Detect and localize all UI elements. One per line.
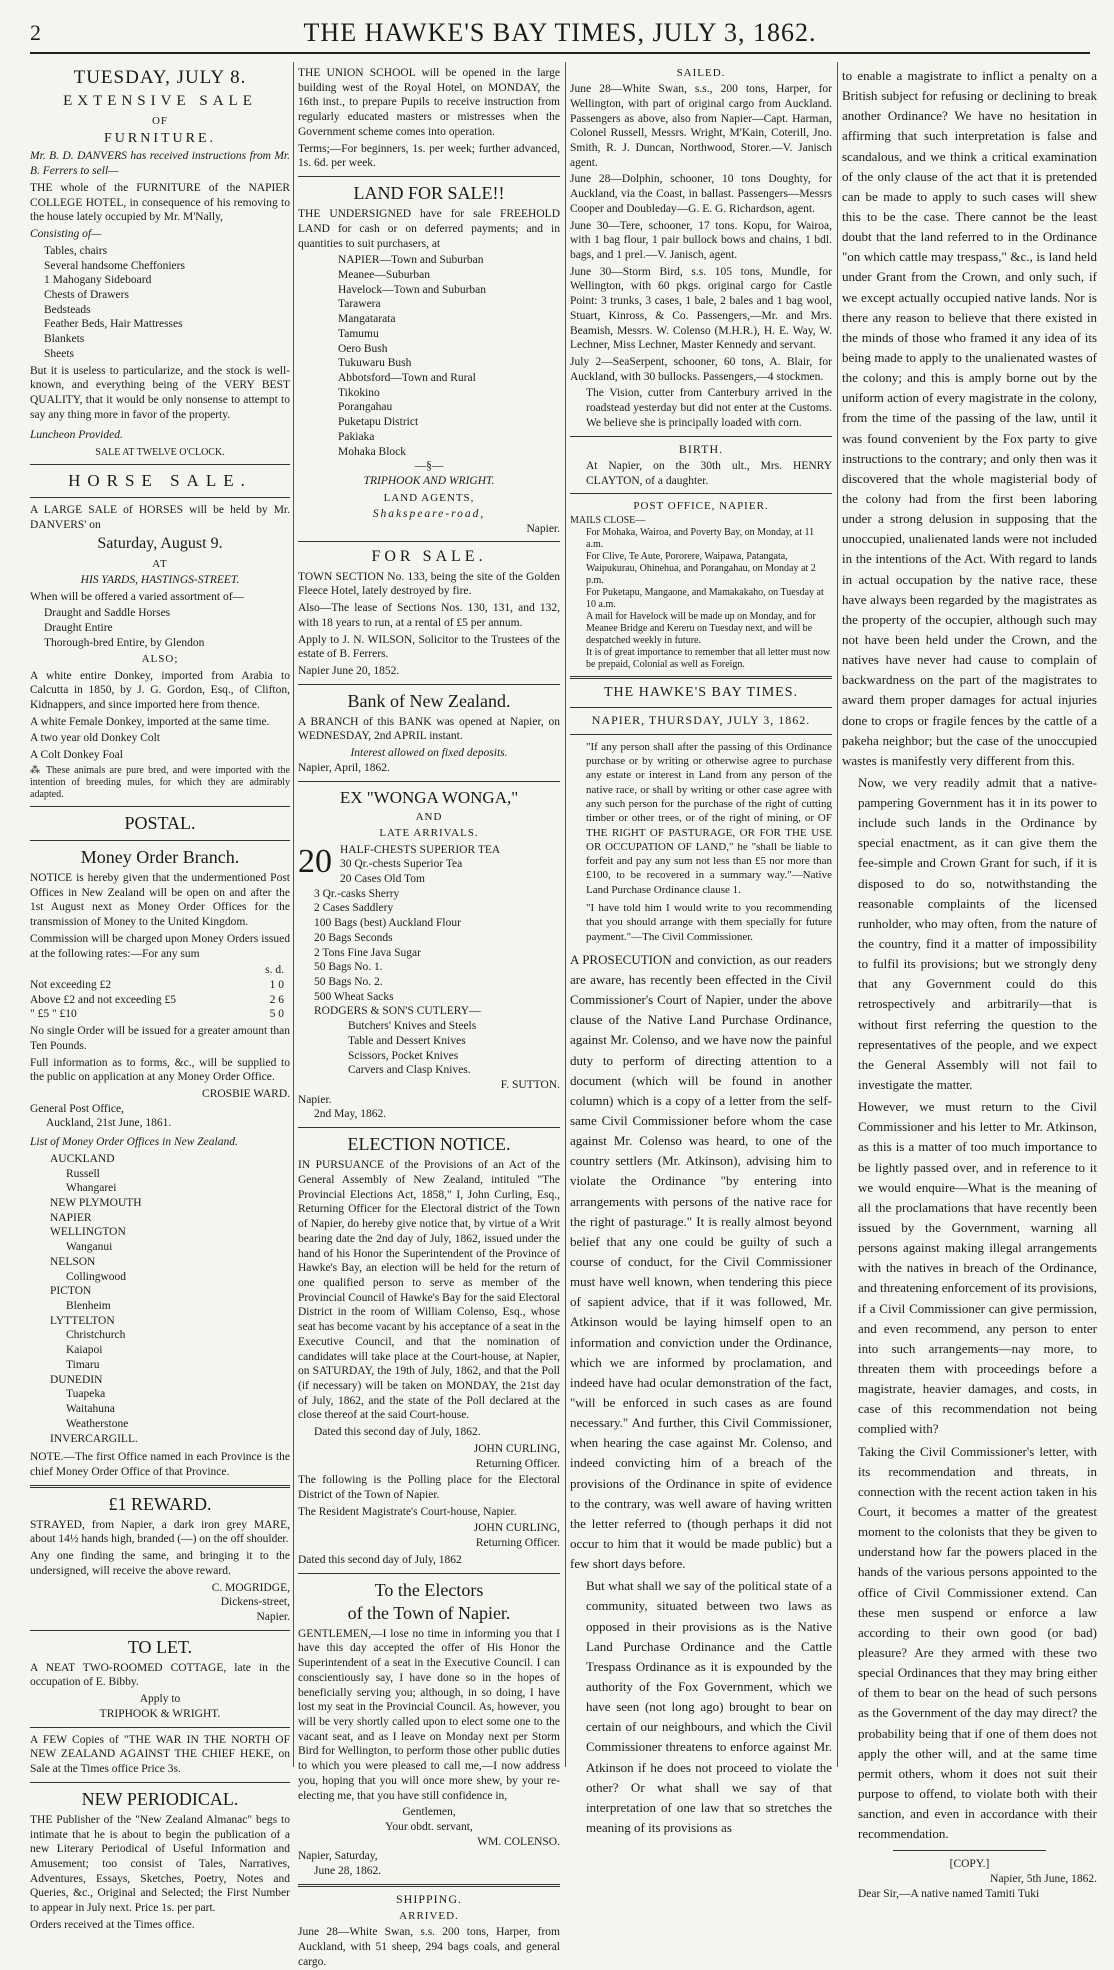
divider: [570, 734, 832, 735]
column-1: [30, 64, 290, 1931]
electors-place: Napier, Saturday,: [298, 1850, 378, 1863]
sale-furniture: FURNITURE.: [103, 130, 217, 146]
divider: [30, 1727, 290, 1728]
land-agents-sub: LAND AGENTS,: [383, 491, 475, 504]
office-list-title: List of Money Order Offices in New Zealand.: [30, 1136, 238, 1149]
list-item: Meanee—Suburban: [338, 268, 430, 281]
postal-note: NOTE.—The first Office named in each Province is the chief Money Order Office of that Province.: [30, 1451, 290, 1478]
divider: [298, 781, 560, 782]
divider: [298, 684, 560, 685]
post-title: POST OFFICE, NAPIER.: [633, 500, 769, 513]
list-item: 30 Qr.-chests Superior Tea: [340, 858, 463, 871]
list-item: A mail for Havelock will be made up on Monday, and for Meanee Bridge and Kereru on Tuesday next, and will be despatched weekly in future.: [586, 611, 816, 647]
list-item: NEW PLYMOUTH: [50, 1197, 142, 1210]
wonga-list: [298, 843, 560, 1079]
commissioner-quote: "I have told him I would write to you recommending that you should arrange with them specially for future payment."—The Civil Commissioner.: [586, 902, 832, 943]
editorial-paragraph: A PROSECUTION and conviction, as our readers are aware, has recently been effected in the Civil Commissioner's Court of Napier, under the above clause of the Native Land Purchase Ordinance, against Mr. Colenso, and we have now the painful duty to perform of directing attention to a document (which will be found in another column) which is a copy of a letter from the self-same Civil Commissioner before whom the case against Mr. Colenso was heard, to one of the country settlers (Mr. Atkinson), advising him to violate the Ordinance "by entering into arrangements with persons of the native race for the right of pasturage." It is really almost beyond belief that any one could be guilty of such a course of conduct, for the Civil Commissioner must have well known, when tendering this piece of sapient advice, that if it was followed, Mr. Atkinson would be laying himself open to an information and conviction under the Ordinance, which we are informed by proclamation, and indeed have had ocular demonstration of the fact, "will be enforced in such cases as are found necessary." And further, this Civil Commissioner, when hearing the case against Mr. Colenso, and indeed convicting him of a breach of the provisions of the Ordinance in spite of evidence to the contrary, was well aware of having written the letter referred to (though perhaps it did not occur to him that it would be made public) but a few short days before.: [570, 951, 832, 1572]
asterism-icon: ⁂: [30, 764, 46, 776]
bank-body: A BRANCH of this BANK was opened at Napier, on WEDNESDAY, 2nd APRIL instant.: [298, 715, 560, 743]
editorial-paragraph: However, we must return to the Civil Commissioner and his letter to Mr. Atkinson, as this is a matter of too much importance to be lightly passed over, and in reference to it we would enquire—What is the meaning of all the proclamations that have recently been issued by the Government, warning all persons against making illegal arrangements with the natives in breach of the Ordinance, and threatening enforcement of its provisions, if a Civil Commissioner can give permission, and even recommend, any person to enter into such arrangements—nay more, to threaten them with proceedings before a magistrate, heavier damages, and costs, in case of this recommendation not being complied with?: [858, 1099, 1097, 1437]
list-item: For Mohaka, Wairoa, and Poverty Bay, on Monday, at 11 a.m.: [586, 527, 815, 551]
divider: [570, 436, 832, 437]
sale-time: SALE AT TWELVE O'CLOCK.: [95, 447, 225, 459]
election-body: IN PURSUANCE of the Provisions of an Act of the General Assembly of New Zealand, intituled "The Provincial Elections Act, 1858," I, John Curling, Esq., Returning Officer for the Electoral district of the Town of Napier, do hereby give notice that, by virtue of a Writ bearing date the 2nd day of July, 1862, issued under the hand of his Honor the Superintendent of the Province of Hawke's Bay, an election will be held for the return of one qualified person to serve as member of the Provincial Council of Hawke's Bay for the said Electoral District in the room of William Colenso, Esq., whose seat has become vacant by his acceptance of a seat in the Executive Council, and that the nomination of candidates will take place at the Court-house, at Napier, on SATURDAY, the 19th of July, 1862, and that the Poll (if necessary) will be taken on MONDAY, the 21st day of July, 1862, and the state of the Poll declared at the close thereof at the said Court-house.: [298, 1159, 560, 1422]
electors-title: To the Electors: [374, 1579, 484, 1600]
ordinance-quote: "If any person shall after the passing of this Ordinance purchase or by writing or otherwise agree to purchase any estate or interest in Land from any person of the native race, or shall by writing or other case agree with any such person for the purchase of the right of cutting timber or other trees, or of the right of mining, or OF THE RIGHT OF PASTURAGE, OR FOR THE USE OR OCCUPATION OF LAND," he "shall be liable to forfeit and pay any sum not less than £5 nor more than £100, to be recovered in a summary way."—Native Land Purchase Ordinance clause 1.: [586, 740, 832, 896]
land-places: [298, 253, 560, 459]
postal-title: POSTAL.: [124, 812, 196, 833]
list-item: Table and Dessert Knives: [348, 1034, 466, 1047]
shipping-arrived: ARRIVED.: [399, 1910, 459, 1923]
reward-street: Dickens-street,: [220, 1596, 290, 1609]
list-item: Draught and Saddle Horses: [44, 607, 171, 620]
list-item: 20 Cases Old Tom: [340, 872, 425, 885]
rate-value: 2 6: [269, 993, 284, 1006]
list-item: Mangatarata: [338, 313, 396, 326]
school-body: THE UNION SCHOOL will be opened in the large building west of the Royal Hotel, on MONDAY, the 16th inst., to prepare Pupils to receive instruction from regularly educated masters or mistresses when the Government scheme comes into operation.: [298, 67, 560, 138]
horse-extra: A white entire Donkey, imported from Arabia to Calcutta in 1850, by J. G. Gordon, Esq., of Clifton, Kidnappers, and since imported here from thence.: [30, 669, 290, 711]
divider: [298, 1884, 560, 1887]
election-signer: JOHN CURLING,: [473, 1522, 560, 1535]
gpo-date: Auckland, 21st June, 1861.: [46, 1117, 172, 1130]
list-item: WELLINGTON: [50, 1226, 126, 1239]
sailed-title: SAILED.: [676, 67, 726, 79]
to-let-body: A NEAT TWO-ROOMED COTTAGE, late in the occupation of E. Bibby.: [30, 1661, 290, 1689]
list-item: Tamumu: [338, 327, 379, 340]
list-item: Waitahuna: [66, 1403, 115, 1416]
for-sale-date: Napier June 20, 1852.: [298, 665, 400, 678]
list-item: June 28—White Swan, s.s., 200 tons, Harper, for Wellington, with part of original cargo from Auckland. Passengers as above, also from Napier—Capt. Harman, Colonel Russell, Messrs. Wright, M'Kain, Coterill, Jno. Smith, R. J. Duncan, Northwood, Storer.—V. Janisch agent.: [570, 83, 832, 169]
list-item: Scissors, Pocket Knives: [348, 1049, 459, 1062]
divider: [298, 176, 560, 177]
column-4: [842, 64, 1097, 1900]
list-item: Blankets: [44, 333, 85, 346]
for-sale-ad: [298, 547, 560, 679]
rate-row: [30, 993, 290, 1008]
wonga-place: Napier.: [298, 1093, 332, 1106]
column-rule: [565, 62, 566, 1767]
reward-body: STRAYED, from Napier, a dark iron grey MARE, about 14½ hands high, branded (—) on the off shoulder.: [30, 1518, 290, 1546]
periodical-body: THE Publisher of the "New Zealand Almanac" begs to intimate that he is about to begin the publication of a new Literary Periodical of Useful Information and Amusement; too consist of Tales, Narratives, Adventures, Essays, Sketches, Poetry, Notes and Queries, &c., Original and Selected; the First Number to appear in July next. Price 1s. per part.: [30, 1813, 290, 1915]
list-item: LYTTELTON: [50, 1314, 115, 1327]
land-sale-ad: [298, 182, 560, 536]
election-notice: [298, 1133, 560, 1567]
shipping-title: SHIPPING.: [395, 1891, 462, 1906]
wonga-signer: F. SUTTON.: [500, 1079, 560, 1092]
list-item: Carvers and Clasp Knives.: [348, 1064, 471, 1077]
electors-date: June 28, 1862.: [314, 1865, 382, 1878]
election-dated: Dated this second day of July, 1862: [298, 1553, 462, 1566]
copy-date: Napier, 5th June, 1862.: [990, 1873, 1097, 1886]
list-item: Tarawera: [338, 298, 381, 311]
list-item: 50 Bags No. 2.: [314, 976, 383, 989]
list-item: Tukuwaru Bush: [338, 357, 412, 370]
divider: [30, 1485, 290, 1488]
divider: [570, 676, 832, 679]
land-town: Napier.: [526, 522, 560, 535]
list-item: Several handsome Cheffoniers: [44, 259, 185, 272]
sale-instructions: Mr. B. D. DANVERS has received instructions from Mr. B. Ferrers to sell—: [30, 150, 290, 178]
list-item: Blenheim: [66, 1300, 111, 1313]
list-item: For Puketapu, Mangaone, and Mamakakaho, on Tuesday at 10 a.m.: [586, 587, 824, 611]
commission-text: Commission will be charged upon Money Orders issued at the following rates:—For any sum: [30, 932, 290, 960]
horse-intro: A LARGE SALE of HORSES will be held by Mr. DANVERS' on: [30, 503, 290, 531]
electors-letter: [298, 1579, 560, 1879]
list-item: 1 Mahogany Sideboard: [44, 274, 152, 287]
list-item: June 28—Dolphin, schooner, 10 tons Doughty, for Auckland, via the Coast, in ballast. Passengers—Messrs Cooper and Doubleday—G. E. G. Richardson, agent.: [570, 173, 832, 215]
list-item: Abbotsford—Town and Rural: [338, 371, 476, 384]
list-item: NAPIER: [50, 1211, 92, 1224]
list-item: 20 Bags Seconds: [314, 931, 393, 944]
wonga-quantity: 20: [298, 842, 332, 880]
horse-sale-ad: [30, 470, 290, 801]
to-let-apply: Apply to: [139, 1693, 181, 1706]
list-item: Tikokino: [338, 386, 380, 399]
list-item: PICTON: [50, 1285, 92, 1298]
rate-row: [30, 978, 290, 993]
rate-value: 5 0: [269, 1008, 284, 1021]
land-agents: TRIPHOOK AND WRIGHT.: [363, 475, 495, 487]
divider: [298, 541, 560, 542]
to-let-ad: [30, 1636, 290, 1722]
wonga-and: AND: [415, 811, 443, 824]
list-item: Puketapu District: [338, 416, 419, 429]
list-item: Russell: [66, 1167, 100, 1180]
list-item: July 2—SeaSerpent, schooner, 60 tons, A. Blair, for Auckland, with 30 bullocks. Passengers,—4 stockmen.: [570, 356, 832, 383]
for-sale-title: FOR SALE.: [371, 548, 487, 566]
wonga-title: EX "WONGA WONGA,": [339, 787, 519, 807]
birth-body: At Napier, on the 30th ult., Mrs. HENRY CLAYTON, of a daughter.: [586, 459, 832, 487]
list-item: For Clive, Te Aute, Pororere, Waipawa, Patangata, Waipukurau, Ohinehua, and Porangahau, on Monday at 2 p.m.: [586, 551, 816, 587]
divider: [298, 1127, 560, 1128]
election-title: ELECTION NOTICE.: [347, 1134, 511, 1155]
divider: [30, 806, 290, 807]
periodical-title: NEW PERIODICAL.: [81, 1788, 239, 1809]
money-order-title: Money Order Branch.: [80, 846, 240, 867]
rate-label: " £5 " £10: [30, 1008, 77, 1021]
horse-extra: A two year old Donkey Colt: [30, 732, 160, 745]
shipping-arrival: June 28—White Swan, s.s. 200 tons, Harper, from Auckland, with 51 sheep, 294 bags coals, and general cargo.: [298, 1926, 560, 1968]
union-school-ad: [298, 66, 560, 171]
list-item: NELSON: [50, 1255, 96, 1268]
post-office-notice: [570, 499, 832, 671]
list-item: RODGERS & SON'S CUTLERY—: [314, 1005, 481, 1018]
divider: [30, 497, 290, 498]
list-item: Tuapeka: [66, 1388, 106, 1401]
reward-body2: Any one finding the same, and bringing it to the undersigned, will receive the above reward.: [30, 1550, 290, 1577]
list-item: Oero Bush: [338, 342, 388, 355]
list-item: 2 Cases Saddlery: [314, 902, 394, 915]
list-item: NAPIER—Town and Suburban: [338, 254, 484, 267]
gpo: General Post Office,: [30, 1102, 124, 1115]
list-item: Chests of Drawers: [44, 288, 129, 301]
land-body: THE UNDERSIGNED have for sale FREEHOLD LAND for cash or on deferred payments; and in quantities to suit purchasers, at: [298, 208, 560, 250]
sailed-list: [570, 66, 832, 431]
list-item: 2 Tons Fine Java Sugar: [314, 946, 421, 959]
horse-extra: A white Female Donkey, imported at the same time.: [30, 715, 270, 728]
sale-body: THE whole of the FURNITURE of the NAPIER COLLEGE HOTEL, in consequence of his removing to the house lately occupied by Mr. M'Nally,: [30, 181, 290, 224]
divider: [570, 493, 832, 494]
sale-date: TUESDAY, JULY 8.: [73, 67, 247, 88]
list-item: Draught Entire: [44, 622, 113, 635]
horse-yards: HIS YARDS, HASTINGS-STREET.: [80, 573, 240, 586]
rate-label: Not exceeding £2: [30, 978, 112, 991]
election-role: Returning Officer.: [475, 1537, 560, 1550]
reward-signer: C. MOGRIDGE,: [211, 1581, 290, 1594]
for-sale-apply: Apply to J. N. WILSON, Solicitor to the Trustees of the estate of B. Ferrers.: [298, 633, 560, 661]
rate-label: Above £2 and not exceeding £5: [30, 993, 176, 1006]
to-let-title: TO LET.: [127, 1636, 193, 1657]
rate-value: 1 0: [269, 978, 284, 991]
sale-of: OF: [151, 114, 169, 127]
horse-date: Saturday, August 9.: [97, 535, 223, 553]
horse-extra: A Colt Donkey Foal: [30, 749, 123, 762]
newspaper-title: THE HAWKE'S BAY TIMES, JULY 3, 1862.: [303, 18, 817, 47]
list-item: Tables, chairs: [44, 244, 108, 257]
no-single-order: No single Order will be issued for a greater amount than Ten Pounds.: [30, 1025, 290, 1052]
list-item: Porangahau: [338, 401, 393, 414]
for-sale-also: Also—The lease of Sections Nos. 130, 131, and 132, with 18 years to run, at a rental of £5 per annum.: [298, 602, 560, 629]
election-dated: Dated this second day of July, 1862.: [314, 1426, 481, 1439]
list-item: 100 Bags (best) Auckland Flour: [314, 917, 461, 930]
list-item: Feather Beds, Hair Mattresses: [44, 318, 183, 331]
divider: [30, 464, 290, 465]
editorial-paragraph: Taking the Civil Commissioner's letter, with its recommendation and threats, in connection with the recent action taken in his Court, it becomes a matter of the greatest moment to the colonists that they be given to understand how far the powers placed in the hands of the various persons appointed to the office of Civil Commissioner extend. Can these men suspend or enforce a law according to their own good (or bad) pleasure? Are they armed with these two special Ordinances that they may bring either of them to bear on the head of such persons as the Government of the day may direct? the probability being that if one of them does not apply the other will, and at the same time permit others, whom it does not suit their purpose to offend, to violate both with their sanction, and even in accordance with their recommendation.: [858, 1443, 1097, 1842]
periodical-orders: Orders received at the Times office.: [30, 1918, 195, 1931]
list-item: 50 Bags No. 1.: [314, 961, 383, 974]
school-terms: Terms;—For beginners, 1s. per week; further advanced, 1s. 6d. per week.: [298, 142, 560, 170]
reward-town: Napier.: [256, 1611, 290, 1624]
bank-date: Napier, April, 1862.: [298, 761, 390, 774]
election-role: Returning Officer.: [475, 1457, 560, 1470]
list-item: Pakiaka: [338, 430, 375, 443]
editorial-paragraph: But what shall we say of the political state of a community, situated between two laws as opposed in their provisions as is the Native Land Purchase Ordinance and the Cattle Trespass Ordinance as it is expounded by the authority of the Fox Government, which we have seen (not long ago) brought to bear on certain of our neighbours, and which the Civil Commissioner threatens to enforce against Mr. Atkinson if he does not proceed to violate the other? Or what shall we say of that interpretation of one law that so stretches the meaning of its provisions as: [586, 1578, 832, 1835]
divider: [30, 1782, 290, 1783]
birth-notice: [570, 442, 832, 489]
full-info: Full information as to forms, &c., will be supplied to the public on application at any Money Order Office.: [30, 1056, 290, 1084]
post-close: MAILS CLOSE—: [570, 515, 646, 527]
list-item: DUNEDIN: [50, 1373, 103, 1386]
election-polling-place: The Resident Magistrate's Court-house, Napier.: [298, 1505, 517, 1518]
office-list: [30, 1152, 290, 1446]
list-item: Kaiapoi: [66, 1344, 103, 1357]
list-item: Sheets: [44, 347, 75, 360]
bank-title: Bank of New Zealand.: [347, 690, 511, 711]
furniture-sale-ad: [30, 66, 290, 459]
electors-body: GENTLEMEN,—I lose no time in informing you that I have this day accepted the offer of His Honor the Superintendent of a seat in the Executive Council. I can conscientiously say, I have done so in the hopes of beneficially serving you; although, in so doing, I have lost my seat in the Provincial Council. As, however, you will be very shortly called upon to elect some one to the vacant seat, and as I leave on Monday next per Storm Bird for Wellington, to perform those other public duties to which you were pleased to call me,—I now address you, hoping that you will once more shew, by your re-electing me, that you have still confidence in,: [298, 1627, 560, 1802]
luncheon-note: Luncheon Provided.: [30, 429, 123, 442]
rate-row: [30, 1007, 290, 1022]
divider: [893, 1850, 1046, 1851]
horse-at: AT: [152, 557, 168, 570]
list-item: 3 Qr.-casks Sherry: [314, 887, 400, 900]
list-item: June 30—Tere, schooner, 17 tons. Kopu, for Wairoa, with 1 bag flour, 1 pair bullock bows and chains, 1 bdl. bags, and 1 prel.—V. Janisch, agent.: [570, 219, 832, 261]
sale-title: EXTENSIVE SALE: [63, 93, 257, 110]
bank-interest: Interest allowed on fixed deposits.: [350, 747, 508, 760]
list-item: Collingwood: [66, 1270, 127, 1283]
election-signer: JOHN CURLING,: [473, 1442, 560, 1455]
copy-label: [COPY.]: [949, 1858, 990, 1871]
wonga-wonga-ad: [298, 787, 560, 1123]
list-item: It is of great importance to remember that all letter must now be prepaid, Colonial as well as Foreign.: [586, 647, 831, 671]
copy-letter-start: Dear Sir,—A native named Tamiti Tuki: [858, 1887, 1040, 1900]
list-item: Whangarei: [66, 1182, 117, 1195]
birth-title: BIRTH.: [678, 441, 724, 456]
divider: [30, 840, 290, 841]
electors-signer: WM. COLENSO.: [477, 1835, 560, 1848]
electors-subtitle: of the Town of Napier.: [347, 1602, 511, 1623]
election-polling: The following is the Polling place for the Electoral District of the Town of Napier.: [298, 1474, 560, 1502]
list-item: Thorough-bred Entire, by Glendon: [44, 636, 205, 649]
sale-items: [30, 244, 290, 362]
land-title: LAND FOR SALE!!: [353, 183, 505, 204]
periodical-ad: [30, 1788, 290, 1933]
wonga-late: LATE ARRIVALS.: [379, 827, 479, 840]
paper-date: NAPIER, THURSDAY, JULY 3, 1862.: [591, 713, 811, 728]
column-rule: [837, 62, 838, 1767]
money-order-body: NOTICE is hereby given that the undermentioned Post Offices in New Zealand will be open on and after the 1st August next as Money Order Offices for the transmission of Money to the United Kingdom.: [30, 871, 290, 929]
list-item: Timaru: [66, 1358, 100, 1371]
column-rule: [293, 62, 294, 1767]
divider: [30, 1630, 290, 1631]
horse-note-text: These animals are pure bred, and were imported with the intention of breeding mules, for which they are admirably adapted.: [30, 764, 290, 800]
reward-ad: [30, 1493, 290, 1625]
list-item: INVERCARGILL.: [50, 1432, 138, 1445]
list-item: Butchers' Knives and Steels: [348, 1020, 477, 1033]
sale-consisting: Consisting of—: [30, 228, 102, 241]
page-number: 2: [30, 20, 41, 45]
postal-signer: CROSBIE WARD.: [202, 1087, 290, 1100]
shipping: [298, 1892, 560, 1970]
list-item: Mohaka Block: [338, 445, 407, 458]
electors-servant: Your obdt. servant,: [385, 1821, 473, 1834]
horse-also: ALSO;: [141, 653, 179, 666]
list-item: June 30—Storm Bird, s.s. 105 tons, Mundle, for Wellington, with 60 pkgs. original cargo for Castle Point: 3 trunks, 3 cases, 1 bale, 2 bales and 1 bag wool, Stuart, Kinross, & Co. Passengers,—Mr. and Mrs. Beamish, Messrs. W. Colenso (M.H.R.), H. E. Way, W. Lechner, Miss Lechner, Master Kennedy and servant.: [570, 265, 832, 352]
vision-note: The Vision, cutter from Canterbury arrived in the roadstead yesterday but did not enter at the Customs. We believe she is principally loaded with corn.: [586, 387, 832, 429]
horse-offer: When will be offered a varied assortment of—: [30, 590, 245, 603]
list-item: Bedsteads: [44, 303, 91, 316]
wonga-date: 2nd May, 1862.: [314, 1108, 387, 1121]
list-item: HALF-CHESTS SUPERIOR TEA: [340, 843, 501, 856]
editorial-paragraph: to enable a magistrate to inflict a penalty on a British subject for refusing or declining to break another Ordinance? We have no hesitation in affirming that such interpretation is false and scandalous, and we think a critical examination of the only clause of the act that it is pretended can be made to apply to such cases will shew this to be the case. There cannot be the least doubt that the land referred to in the Ordinance "on which cattle may trespass," &c., is land held under Grant from the Crown, and only such, if we except actually occupied native lands. Nor is there any reason to believe that there existed in the minds of those who framed it any idea of its being made to apply to the unalienated wastes of the colony; and this is amply borne out by the uniform action of every magistrate in the colony, from the time of the passing of the law, until it was found convenient by the Fox party to give instructions to the contrary; and only then was it discovered that the whole magisterial body of the colony had from the first been laboring under a strong delusion in supposing that the unoccupied, unalienated lands were not included in the intentions of the Act. With regard to lands in actual occupation by the native race, these have always been regarded by the magistrates as the property of the occupier, although such may not have been held under the Crown, and the natives have never had cause to complain of backwardness on the part of the magistrates to award them proper damages for actual injuries done to crops or fragile fences by the cattle of a pakeha neighbor; but the case of the unoccupied wastes is manifestly very different from this.: [842, 68, 1097, 768]
list-item: 500 Wheat Sacks: [314, 990, 394, 1003]
column-2: [298, 64, 560, 1968]
land-road: Shakspeare-road,: [372, 507, 486, 520]
horse-title: HORSE SALE.: [68, 471, 252, 491]
list-item: Wanganui: [66, 1241, 113, 1254]
rates-header: s. d.: [265, 964, 284, 977]
list-item: Havelock—Town and Suburban: [338, 283, 487, 296]
to-let-agents: TRIPHOOK & WRIGHT.: [99, 1707, 221, 1720]
electors-gentlemen: Gentlemen,: [402, 1806, 456, 1819]
for-sale-body: TOWN SECTION No. 133, being the site of the Golden Fleece Hotel, lately destroyed by fire.: [298, 570, 560, 598]
horse-note: [30, 765, 290, 801]
list-item: AUCKLAND: [50, 1152, 115, 1165]
postal-notice: [30, 812, 290, 1480]
divider: [570, 707, 832, 708]
war-book-ad: A FEW Copies of "THE WAR IN THE NORTH OF NEW ZEALAND AGAINST THE CHIEF HEKE, on Sale at the Times office Price 3s.: [30, 1733, 290, 1776]
sale-footer: But it is useless to particularize, and the stock is well-known, and everything being of the VERY BEST QUALITY, that it would be only nonsense to attempt to say any thing more in favor of the property.: [30, 364, 290, 421]
paper-title: THE HAWKE'S BAY TIMES.: [604, 685, 798, 701]
bank-ad: [298, 690, 560, 776]
reward-title: £1 REWARD.: [108, 1493, 212, 1514]
column-3: [570, 64, 832, 1835]
divider: [298, 1573, 560, 1574]
editorial-paragraph: Now, we very readily admit that a native-pampering Government has it in its power to include such lands in the Ordinance by special enactment, as it can give them the fee-simple and Crown Grant for such, if it is disposed to do so, notwithstanding the reasonable complaints of the licensed runholder, who may often, from the nature of the country, find it a matter of impossibility to fulfil its provisions; but we strongly deny that any Government could do this retrospectively and arbitrarily—that is without first referring the question to the representatives of the people, and we expect the General Assembly will not fail to investigate the matter.: [858, 774, 1097, 1093]
section-mark-icon: —§—: [414, 460, 444, 473]
masthead: [30, 18, 1090, 54]
list-item: Weatherstone: [66, 1417, 129, 1430]
list-item: Christchurch: [66, 1329, 126, 1342]
